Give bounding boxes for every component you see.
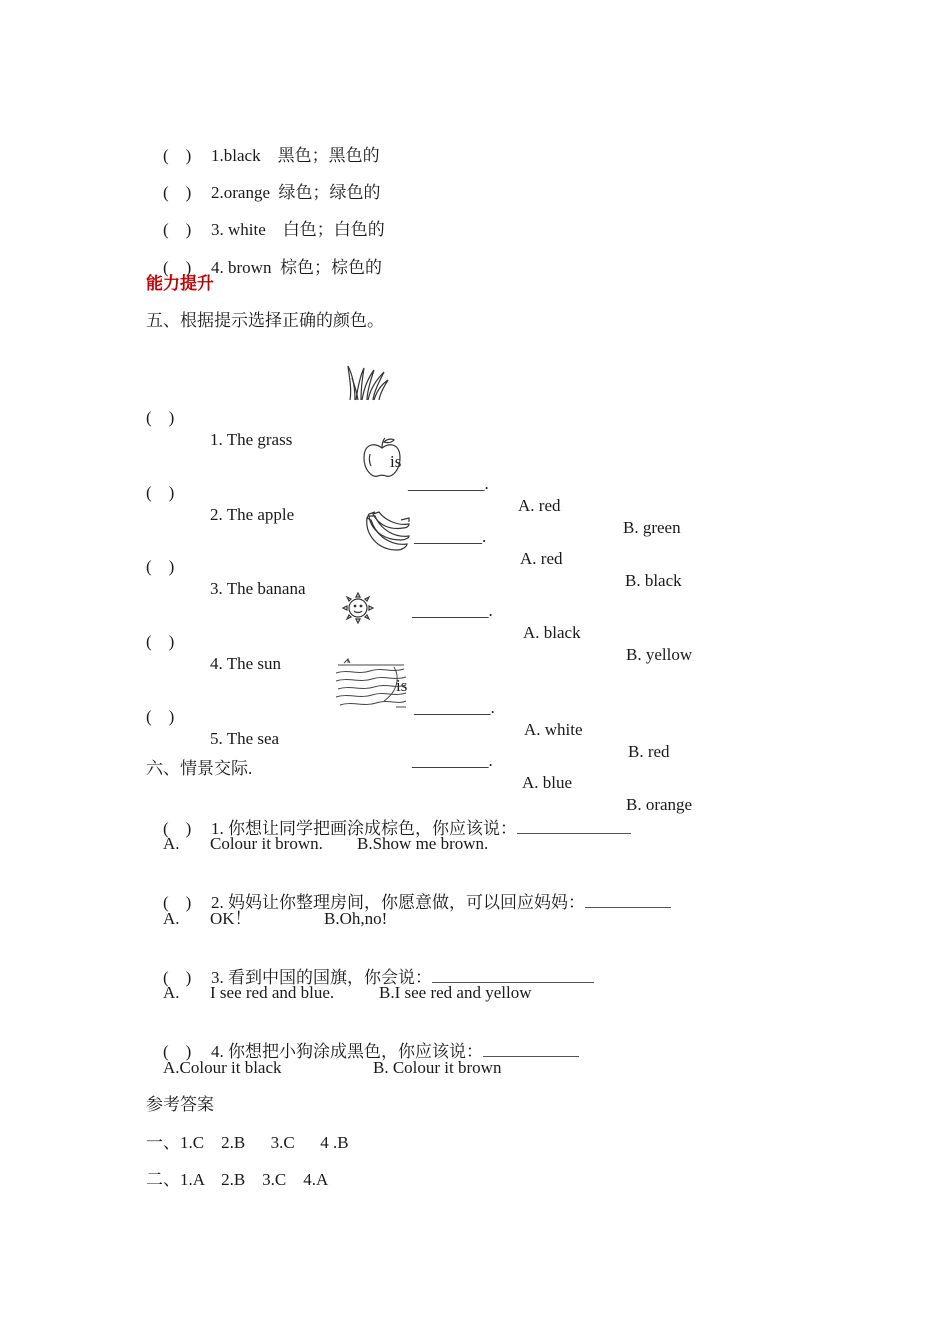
- option-a[interactable]: Colour it brown.: [210, 834, 323, 853]
- answer-paren[interactable]: ( ): [146, 408, 175, 427]
- question-text: 1. The grass: [210, 430, 293, 449]
- sea-icon: [334, 657, 408, 713]
- option-b[interactable]: B. Colour it brown: [373, 1058, 502, 1077]
- option-a[interactable]: A. blue: [522, 773, 573, 792]
- option-b[interactable]: B. red: [628, 742, 670, 761]
- answer-paren[interactable]: ( ): [163, 893, 192, 912]
- is-word: is: [396, 676, 408, 695]
- question-text: 2. 妈妈让你整理房间，你愿意做，可以回应妈妈：: [211, 893, 585, 912]
- answer-blank[interactable]: [483, 1042, 579, 1057]
- apple-icon: [360, 434, 404, 480]
- option-b[interactable]: B. yellow: [626, 645, 693, 664]
- answer-paren[interactable]: ( ): [163, 1042, 192, 1061]
- sun-icon: [338, 589, 378, 629]
- answer-blank[interactable]: ________.: [414, 527, 487, 546]
- section5-title: 五、根据提示选择正确的颜色。: [146, 311, 384, 330]
- item-text: 2.orange 绿色；绿色的: [211, 183, 381, 202]
- question-text: 3. 看到中国的国旗，你会说：: [211, 968, 432, 987]
- answer-blank[interactable]: _________.: [408, 474, 489, 493]
- question-text: 5. The sea: [210, 729, 280, 748]
- answer-blank[interactable]: [585, 893, 671, 908]
- banana-icon: [363, 508, 411, 556]
- answer-blank[interactable]: _________.: [412, 601, 493, 620]
- item-text: 4. brown 棕色；棕色的: [211, 258, 382, 277]
- answer-paren[interactable]: ( ): [163, 146, 192, 165]
- question-text: 4. 你想把小狗涂成黑色，你应该说：: [211, 1042, 483, 1061]
- answer-blank[interactable]: _________.: [412, 751, 493, 770]
- answer-paren[interactable]: ( ): [163, 220, 192, 239]
- question-text: 1. 你想让同学把画涂成棕色，你应该说：: [211, 819, 517, 838]
- item-text: 3. white 白色；白色的: [211, 220, 385, 239]
- question-text: 3. The banana: [210, 579, 306, 598]
- question-text: 2. The apple: [210, 505, 295, 524]
- answer-blank[interactable]: [432, 968, 594, 983]
- answers-line-2: 二、1.A 2.B 3.C 4.A: [146, 1170, 329, 1189]
- option-b[interactable]: B.Oh,no!: [324, 909, 388, 928]
- option-a[interactable]: A.Colour it black: [163, 1058, 282, 1077]
- option-a-label: A.: [163, 909, 180, 928]
- answer-paren[interactable]: ( ): [163, 968, 192, 987]
- option-a[interactable]: A. red: [518, 496, 561, 515]
- answer-paren[interactable]: ( ): [146, 632, 175, 651]
- answer-paren[interactable]: ( ): [146, 483, 175, 502]
- answers-line-1: 一、1.C 2.B 3.C 4 .B: [146, 1133, 349, 1152]
- answer-paren[interactable]: ( ): [163, 819, 192, 838]
- option-b[interactable]: B. orange: [626, 795, 693, 814]
- section-ability-heading: 能力提升: [146, 274, 214, 293]
- option-a-label: A.: [163, 983, 180, 1002]
- answer-paren[interactable]: ( ): [146, 557, 175, 576]
- option-b[interactable]: B.Show me brown.: [357, 834, 489, 853]
- section6-title: 六、情景交际.: [146, 759, 253, 778]
- answer-paren[interactable]: ( ): [146, 707, 175, 726]
- option-a[interactable]: A. white: [524, 720, 583, 739]
- option-b[interactable]: B. green: [623, 518, 681, 537]
- option-a[interactable]: I see red and blue.: [210, 983, 335, 1002]
- option-b[interactable]: B.I see red and yellow: [379, 983, 532, 1002]
- answer-blank[interactable]: _________.: [414, 698, 495, 717]
- option-b[interactable]: B. black: [625, 571, 682, 590]
- option-a[interactable]: OK！: [210, 909, 252, 928]
- answers-heading: 参考答案: [146, 1095, 214, 1114]
- answer-blank[interactable]: [517, 819, 631, 834]
- is-word: is: [390, 452, 402, 471]
- question-text: 4. The sun: [210, 654, 281, 673]
- answer-paren[interactable]: ( ): [163, 183, 192, 202]
- answer-paren[interactable]: ( ): [163, 258, 192, 277]
- option-a[interactable]: A. black: [523, 623, 581, 642]
- option-a[interactable]: A. red: [520, 549, 563, 568]
- grass-icon: [346, 362, 390, 402]
- option-a-label: A.: [163, 834, 180, 853]
- item-text: 1.black 黑色；黑色的: [211, 146, 380, 165]
